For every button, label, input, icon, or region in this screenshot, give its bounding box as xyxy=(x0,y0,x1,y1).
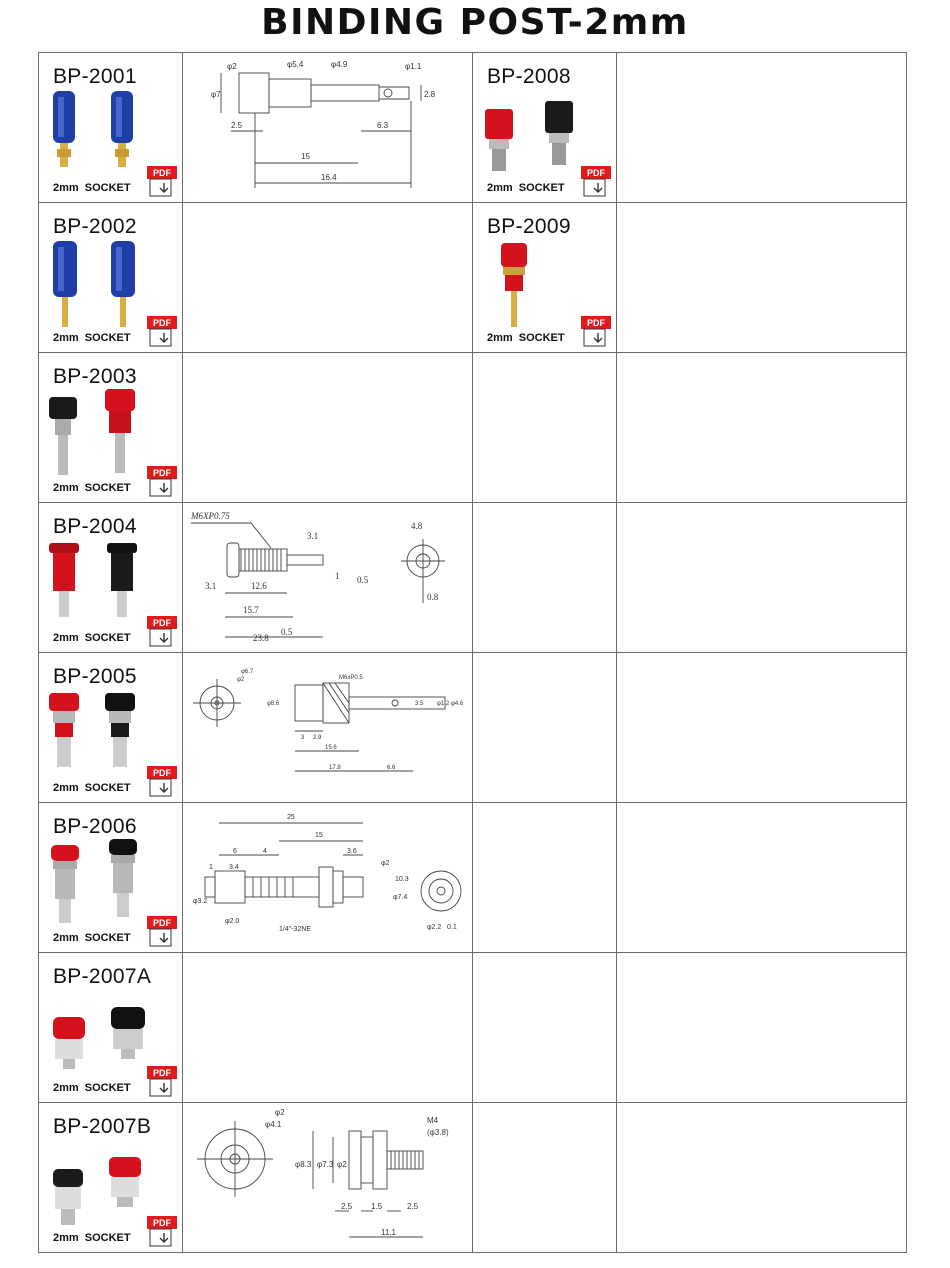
svg-text:3.1: 3.1 xyxy=(205,581,217,591)
svg-text:25: 25 xyxy=(287,814,295,821)
svg-text:φ3.2: φ3.2 xyxy=(193,898,208,905)
empty-cell xyxy=(473,1103,617,1253)
svg-text:M6xP0.5: M6xP0.5 xyxy=(339,675,363,681)
product-caption: 2mm SOCKET xyxy=(53,182,131,194)
pdf-download-icon[interactable] xyxy=(147,466,178,498)
svg-text:2.9: 2.9 xyxy=(313,735,322,741)
product-caption: 2mm SOCKET xyxy=(487,182,565,194)
product-cell-bp-2004 xyxy=(39,503,183,653)
product-cell-bp-2001 xyxy=(39,53,183,203)
product-caption: 2mm SOCKET xyxy=(53,482,131,494)
product-caption: 2mm SOCKET xyxy=(487,332,565,344)
svg-text:15: 15 xyxy=(315,832,323,839)
svg-text:16.4: 16.4 xyxy=(321,173,337,182)
svg-text:PDF: PDF xyxy=(153,318,171,328)
empty-cell xyxy=(473,653,617,803)
product-caption: 2mm SOCKET xyxy=(53,1082,131,1094)
table-row xyxy=(39,203,907,353)
svg-text:φ8.6: φ8.6 xyxy=(267,701,280,707)
svg-text:6.6: 6.6 xyxy=(387,765,396,771)
empty-cell xyxy=(617,953,907,1103)
product-name: BP-2001 xyxy=(53,65,137,88)
svg-text:φ2: φ2 xyxy=(337,1160,347,1169)
svg-text:M4: M4 xyxy=(427,1116,439,1125)
product-caption: 2mm SOCKET xyxy=(53,782,131,794)
product-table xyxy=(38,52,907,1253)
table-row xyxy=(39,953,907,1103)
empty-cell xyxy=(617,1103,907,1253)
drawing-cell-bp-2001 xyxy=(183,53,473,203)
svg-text:15.7: 15.7 xyxy=(243,605,259,615)
table-row xyxy=(39,803,907,953)
svg-text:M6XP0.75: M6XP0.75 xyxy=(191,511,230,521)
empty-cell xyxy=(617,653,907,803)
product-cell-bp-2008 xyxy=(473,53,617,203)
svg-text:φ2: φ2 xyxy=(381,860,390,867)
product-name: BP-2003 xyxy=(53,365,137,388)
svg-text:12.6: 12.6 xyxy=(251,581,267,591)
svg-text:6.3: 6.3 xyxy=(377,121,389,130)
product-name: BP-2004 xyxy=(53,515,137,538)
svg-text:PDF: PDF xyxy=(587,318,605,328)
svg-text:(φ3.8): (φ3.8) xyxy=(427,1128,449,1137)
svg-text:0.8: 0.8 xyxy=(427,592,439,602)
svg-text:23.8: 23.8 xyxy=(253,633,269,643)
svg-text:φ6.7: φ6.7 xyxy=(241,669,254,675)
svg-text:1/4"-32NE: 1/4"-32NE xyxy=(279,926,312,933)
svg-text:1.5: 1.5 xyxy=(371,1202,383,1211)
product-name: BP-2009 xyxy=(487,215,571,238)
svg-text:11.1: 11.1 xyxy=(381,1228,396,1237)
product-caption: 2mm SOCKET xyxy=(53,632,131,644)
drawing-cell-bp-2007b xyxy=(183,1103,473,1253)
product-name: BP-2005 xyxy=(53,665,137,688)
product-cell-bp-2009 xyxy=(473,203,617,353)
table-row xyxy=(39,503,907,653)
table-row xyxy=(39,653,907,803)
empty-cell xyxy=(183,203,473,353)
svg-text:PDF: PDF xyxy=(153,468,171,478)
svg-text:1: 1 xyxy=(209,864,213,871)
drawing-cell-bp-2004 xyxy=(183,503,473,653)
product-name: BP-2007B xyxy=(53,1115,152,1138)
product-cell-bp-2003 xyxy=(39,353,183,503)
empty-cell xyxy=(617,503,907,653)
svg-text:φ1.2: φ1.2 xyxy=(437,701,450,707)
svg-text:2.5: 2.5 xyxy=(407,1202,419,1211)
product-name: BP-2008 xyxy=(487,65,571,88)
empty-cell xyxy=(473,503,617,653)
product-cell-bp-2005 xyxy=(39,653,183,803)
pdf-download-icon[interactable] xyxy=(581,316,612,348)
svg-text:φ4.6: φ4.6 xyxy=(451,701,464,707)
svg-text:10.3: 10.3 xyxy=(395,876,409,883)
svg-text:φ4.9: φ4.9 xyxy=(331,60,348,69)
empty-cell xyxy=(473,953,617,1103)
svg-text:PDF: PDF xyxy=(153,768,171,778)
svg-text:PDF: PDF xyxy=(153,168,171,178)
drawing-cell-bp-2005 xyxy=(183,653,473,803)
svg-text:0.1: 0.1 xyxy=(447,924,457,931)
technical-drawing-bp-2001 xyxy=(183,53,473,202)
svg-text:PDF: PDF xyxy=(153,1218,171,1228)
empty-cell xyxy=(183,353,473,503)
table-row xyxy=(39,353,907,503)
table-row xyxy=(39,53,907,203)
product-name: BP-2006 xyxy=(53,815,137,838)
svg-text:15: 15 xyxy=(301,152,310,161)
svg-text:φ7.3: φ7.3 xyxy=(317,1160,334,1169)
pdf-download-icon[interactable] xyxy=(147,916,178,948)
svg-text:φ2: φ2 xyxy=(227,62,237,71)
svg-text:4.8: 4.8 xyxy=(411,521,423,531)
product-cell-bp-2002 xyxy=(39,203,183,353)
svg-text:φ8.3: φ8.3 xyxy=(295,1160,312,1169)
svg-text:φ7: φ7 xyxy=(211,90,221,99)
pdf-download-icon[interactable] xyxy=(147,1216,178,1248)
svg-text:PDF: PDF xyxy=(153,618,171,628)
svg-text:6: 6 xyxy=(233,848,237,855)
svg-text:φ2.0: φ2.0 xyxy=(225,918,240,925)
svg-text:PDF: PDF xyxy=(153,1068,171,1078)
product-cell-bp-2006 xyxy=(39,803,183,953)
svg-text:φ2.2: φ2.2 xyxy=(427,924,442,931)
svg-text:3.1: 3.1 xyxy=(307,531,319,541)
svg-text:φ2: φ2 xyxy=(237,677,245,683)
svg-text:3.4: 3.4 xyxy=(229,864,239,871)
empty-cell xyxy=(183,953,473,1103)
svg-text:4: 4 xyxy=(263,848,267,855)
empty-cell xyxy=(473,803,617,953)
technical-drawing-bp-2005 xyxy=(183,653,473,802)
svg-text:2.8: 2.8 xyxy=(424,90,436,99)
svg-text:3.5: 3.5 xyxy=(415,701,424,707)
product-name: BP-2007A xyxy=(53,965,152,988)
svg-text:17.8: 17.8 xyxy=(329,765,341,771)
pdf-download-icon[interactable] xyxy=(147,766,178,798)
svg-text:PDF: PDF xyxy=(587,168,605,178)
table-row xyxy=(39,1103,907,1253)
pdf-download-icon[interactable] xyxy=(147,166,178,198)
empty-cell xyxy=(617,803,907,953)
svg-text:15.6: 15.6 xyxy=(325,745,337,751)
svg-text:PDF: PDF xyxy=(153,918,171,928)
pdf-download-icon[interactable] xyxy=(581,166,612,198)
technical-drawing-bp-2004 xyxy=(183,503,473,652)
empty-cell xyxy=(617,203,907,353)
empty-cell xyxy=(617,353,907,503)
product-caption: 2mm SOCKET xyxy=(53,1232,131,1244)
svg-text:φ7.4: φ7.4 xyxy=(393,894,408,901)
svg-text:2.5: 2.5 xyxy=(231,121,243,130)
svg-text:φ2: φ2 xyxy=(275,1108,285,1117)
svg-text:φ5.4: φ5.4 xyxy=(287,60,304,69)
product-name: BP-2002 xyxy=(53,215,137,238)
svg-text:3.6: 3.6 xyxy=(347,848,357,855)
svg-text:φ1.1: φ1.1 xyxy=(405,62,422,71)
svg-text:3: 3 xyxy=(301,735,305,741)
pdf-download-icon[interactable] xyxy=(147,316,178,348)
empty-cell xyxy=(617,53,907,203)
product-cell-bp-2007a xyxy=(39,953,183,1103)
drawing-cell-bp-2006 xyxy=(183,803,473,953)
technical-drawing-bp-2007b xyxy=(183,1103,473,1252)
svg-text:2.5: 2.5 xyxy=(341,1202,353,1211)
product-caption: 2mm SOCKET xyxy=(53,932,131,944)
svg-text:φ4.1: φ4.1 xyxy=(265,1120,282,1129)
svg-text:0.5: 0.5 xyxy=(281,627,293,637)
product-caption: 2mm SOCKET xyxy=(53,332,131,344)
page-title: BINDING POST-2mm xyxy=(261,2,689,43)
svg-text:0.5: 0.5 xyxy=(357,575,369,585)
technical-drawing-bp-2006 xyxy=(183,803,473,952)
svg-text:1: 1 xyxy=(335,571,340,581)
product-cell-bp-2007b xyxy=(39,1103,183,1253)
pdf-download-icon[interactable] xyxy=(147,1066,178,1098)
empty-cell xyxy=(473,353,617,503)
pdf-download-icon[interactable] xyxy=(147,616,178,648)
